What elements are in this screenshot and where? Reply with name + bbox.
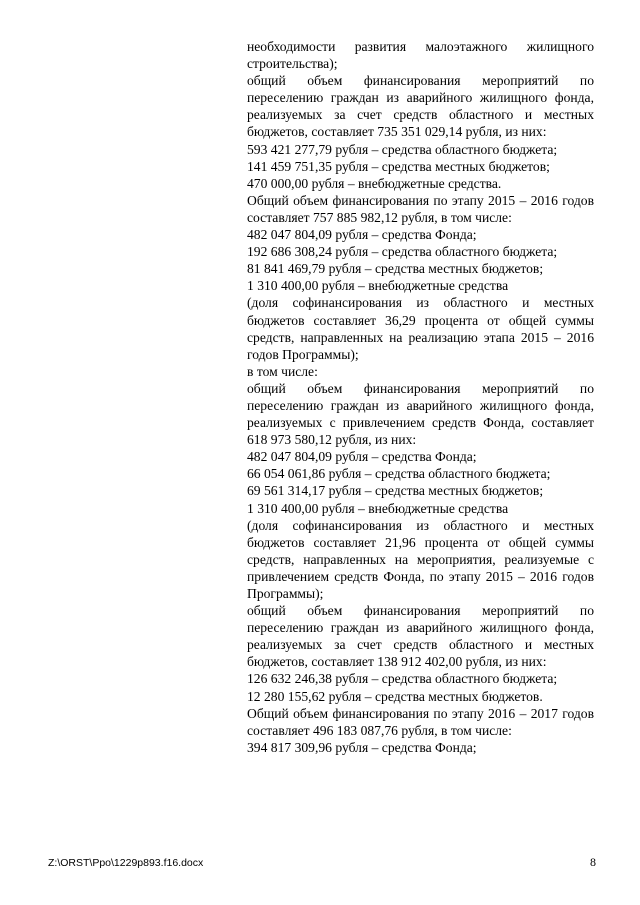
paragraph: 394 817 309,96 рубля – средства Фонда; — [247, 739, 477, 755]
paragraph: 1 310 400,00 рубля – внебюджетные средства — [247, 278, 509, 294]
page-number: 8 — [590, 855, 596, 869]
paragraph: 12 280 155,62 рубля – средства местных бюджетов. — [247, 688, 543, 704]
paragraph: 482 047 804,09 рубля – средства Фонда; — [247, 449, 477, 465]
paragraph: необходимости развития малоэтажного жилищного строительства); — [247, 39, 594, 72]
paragraph: общий объем финансирования мероприятий по переселению граждан из аварийного жилищного фонда, реализуемых за счет средств областного и местных бюджетов, составляет 138 912 402,00 рубля, из них: — [247, 603, 594, 670]
paragraph: 69 561 314,17 рубля – средства местных бюджетов; — [247, 483, 544, 499]
paragraph: 1 310 400,00 рубля – внебюджетные средства — [247, 500, 509, 516]
paragraph: 593 421 277,79 рубля – средства областного бюджета; — [247, 141, 558, 157]
paragraph: 482 047 804,09 рубля – средства Фонда; — [247, 227, 477, 243]
paragraph: (доля софинансирования из областного и местных бюджетов составляет 36,29 процента от общей суммы средств, направленных на реализацию этапа 2015 – 2016 годов Программы); — [247, 295, 594, 362]
paragraph: Общий объем финансирования по этапу 2016 – 2017 годов составляет 496 183 087,76 рубля, в том числе: — [247, 705, 594, 738]
paragraph: в том числе: — [247, 363, 318, 379]
paragraph: 192 686 308,24 рубля – средства областного бюджета; — [247, 244, 558, 260]
paragraph: общий объем финансирования мероприятий по переселению граждан из аварийного жилищного фонда, реализуемых с привлечением средств Фонда, составляет 618 973 580,12 рубля, из них: — [247, 380, 594, 448]
paragraph: Общий объем финансирования по этапу 2015 – 2016 годов составляет 757 885 982,12 рубля, в том числе: — [247, 192, 594, 225]
paragraph: 66 054 061,86 рубля – средства областного бюджета; — [247, 466, 551, 482]
paragraph: (доля софинансирования из областного и местных бюджетов составляет 21,96 процента от общей суммы средств, направленных на мероприятия, реализуемые с привлечением средств Фонда, по этапу 2015 – 2016 годов Программы); — [247, 517, 594, 601]
paragraph: 141 459 751,35 рубля – средства местных бюджетов; — [247, 158, 550, 174]
paragraph: 470 000,00 рубля – внебюджетные средства. — [247, 175, 502, 191]
document-body — [247, 38, 594, 756]
footer-file-path: Z:\ORST\Ppo\1229p893.f16.docx — [48, 857, 204, 869]
paragraph: 81 841 469,79 рубля – средства местных бюджетов; — [247, 261, 544, 277]
paragraph: общий объем финансирования мероприятий по переселению граждан из аварийного жилищного фонда, реализуемых за счет средств областного и местных бюджетов, составляет 735 351 029,14 рубля, из них: — [247, 73, 594, 140]
paragraph: 126 632 246,38 рубля – средства областного бюджета; — [247, 671, 558, 687]
